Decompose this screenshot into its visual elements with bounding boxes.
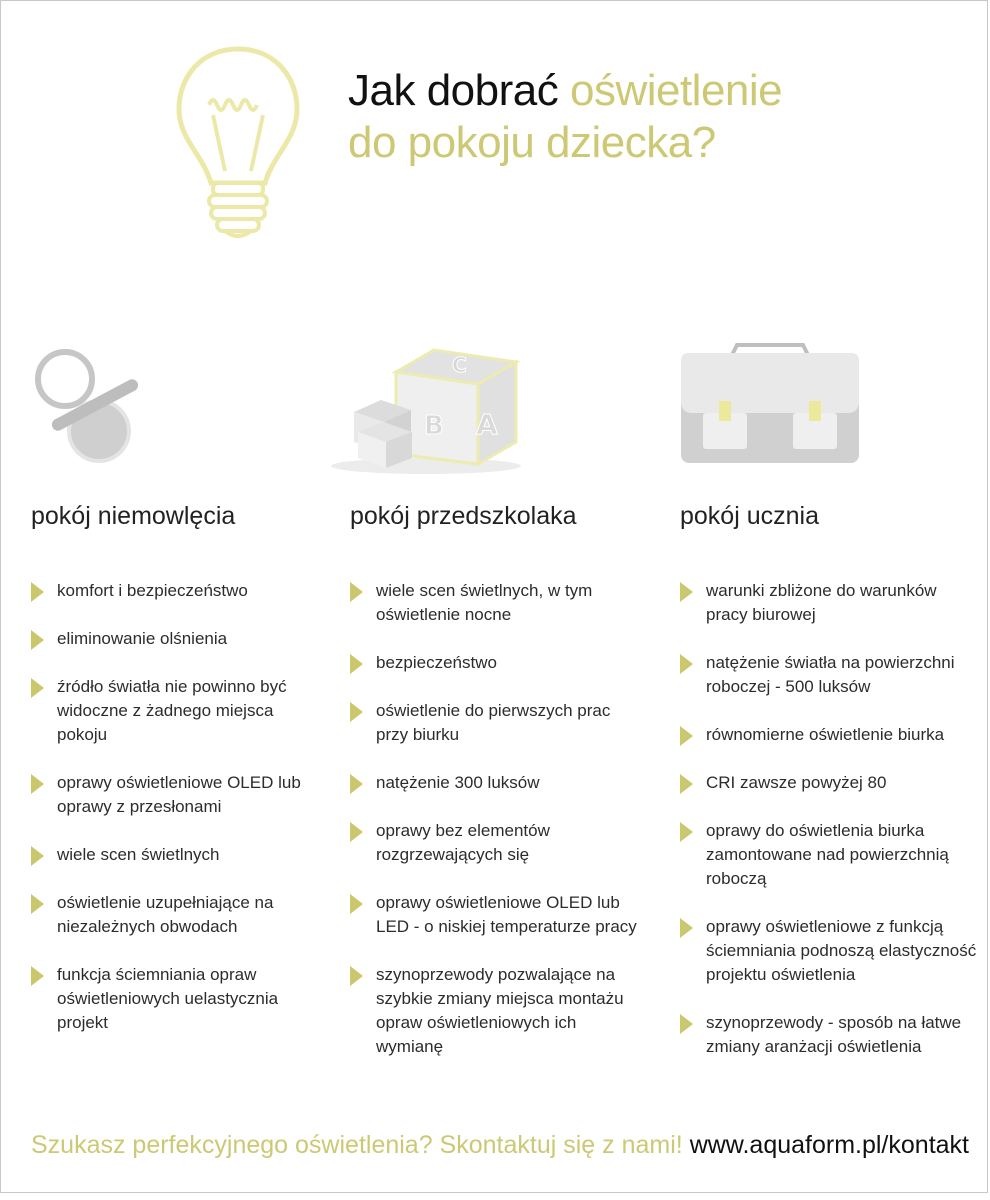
- column-list: [680, 579, 980, 1059]
- bullet-triangle-icon: [680, 918, 693, 938]
- bullet-triangle-icon: [350, 822, 363, 842]
- bullet-triangle-icon: [350, 582, 363, 602]
- bullet-triangle-icon: [680, 654, 693, 674]
- bullet-triangle-icon: [31, 630, 44, 650]
- bullet-triangle-icon: [350, 702, 363, 722]
- bullet-triangle-icon: [31, 774, 44, 794]
- column-heading: pokój ucznia: [680, 502, 819, 530]
- column-heading: pokój niemowlęcia: [31, 502, 236, 530]
- list-item: oprawy oświetleniowe z funkcją ściemniania podnoszą elastyczność projektu oświetlenia: [680, 915, 980, 987]
- bullet-triangle-icon: [31, 894, 44, 914]
- bullet-triangle-icon: [680, 726, 693, 746]
- school-bag-icon: [681, 339, 859, 463]
- list-item: źródło światła nie powinno być widoczne z żadnego miejsca pokoju: [31, 675, 321, 747]
- bullet-triangle-icon: [350, 774, 363, 794]
- bullet-triangle-icon: [350, 654, 363, 674]
- column-heading: pokój przedszkolaka: [350, 502, 577, 530]
- column-infant-room: [31, 499, 321, 1059]
- list-item: oprawy oświetleniowe OLED lub oprawy z przesłonami: [31, 771, 321, 819]
- page-title: [348, 65, 782, 169]
- svg-text:B: B: [424, 411, 444, 441]
- bullet-triangle-icon: [31, 582, 44, 602]
- list-item: szynoprzewody pozwalające na szybkie zmiany miejsca montażu opraw oświetleniowych ich wymianę: [350, 963, 640, 1059]
- svg-text:C: C: [452, 353, 467, 377]
- title-part-2: oświetlenie: [569, 66, 783, 115]
- list-item: oprawy oświetleniowe OLED lub LED - o niskiej temperaturze pracy: [350, 891, 640, 939]
- list-item: oprawy do oświetlenia biurka zamontowane nad powierzchnią roboczą: [680, 819, 980, 891]
- column-list: [31, 579, 321, 1035]
- svg-text:A: A: [476, 408, 498, 441]
- footer-contact-link[interactable]: www.aquaform.pl/kontakt: [689, 1131, 969, 1159]
- bullet-triangle-icon: [680, 582, 693, 602]
- list-item: bezpieczeństwo: [350, 651, 640, 675]
- list-item: komfort i bezpieczeństwo: [31, 579, 321, 603]
- list-item: eliminowanie olśnienia: [31, 627, 321, 651]
- list-item: wiele scen świetlnych, w tym oświetlenie nocne: [350, 579, 640, 627]
- list-item: warunki zbliżone do warunków pracy biurowej: [680, 579, 980, 627]
- list-item: natężenie światła na powierzchni roboczej - 500 luksów: [680, 651, 980, 699]
- bullet-triangle-icon: [31, 678, 44, 698]
- list-item: wiele scen świetlnych: [31, 843, 321, 867]
- footer-contact: [31, 1129, 969, 1161]
- pacifier-icon: [35, 343, 145, 468]
- title-part-1: Jak dobrać: [348, 66, 559, 115]
- list-item: CRI zawsze powyżej 80: [680, 771, 980, 795]
- footer-question: Szukasz perfekcyjnego oświetlenia? Skontaktuj się z nami!: [31, 1131, 683, 1159]
- bullet-triangle-icon: [350, 894, 363, 914]
- bullet-triangle-icon: [350, 966, 363, 986]
- list-item: równomierne oświetlenie biurka: [680, 723, 980, 747]
- bullet-triangle-icon: [31, 846, 44, 866]
- bullet-triangle-icon: [680, 774, 693, 794]
- bullet-triangle-icon: [31, 966, 44, 986]
- bullet-triangle-icon: [680, 822, 693, 842]
- bullet-triangle-icon: [680, 1014, 693, 1034]
- list-item: oprawy bez elementów rozgrzewających się: [350, 819, 640, 867]
- list-item: natężenie 300 luksów: [350, 771, 640, 795]
- column-student-room: [680, 499, 980, 1083]
- list-item: oświetlenie uzupełniające na niezależnych obwodach: [31, 891, 321, 939]
- light-bulb-icon: [173, 43, 303, 243]
- column-preschooler-room: [350, 499, 640, 1083]
- toy-blocks-icon: [326, 344, 526, 474]
- list-item: szynoprzewody - sposób na łatwe zmiany aranżacji oświetlenia: [680, 1011, 980, 1059]
- list-item: funkcja ściemniania opraw oświetleniowych uelastycznia projekt: [31, 963, 321, 1035]
- list-item: oświetlenie do pierwszych prac przy biurku: [350, 699, 640, 747]
- title-part-3: do pokoju dziecka?: [348, 118, 716, 167]
- column-list: [350, 579, 640, 1059]
